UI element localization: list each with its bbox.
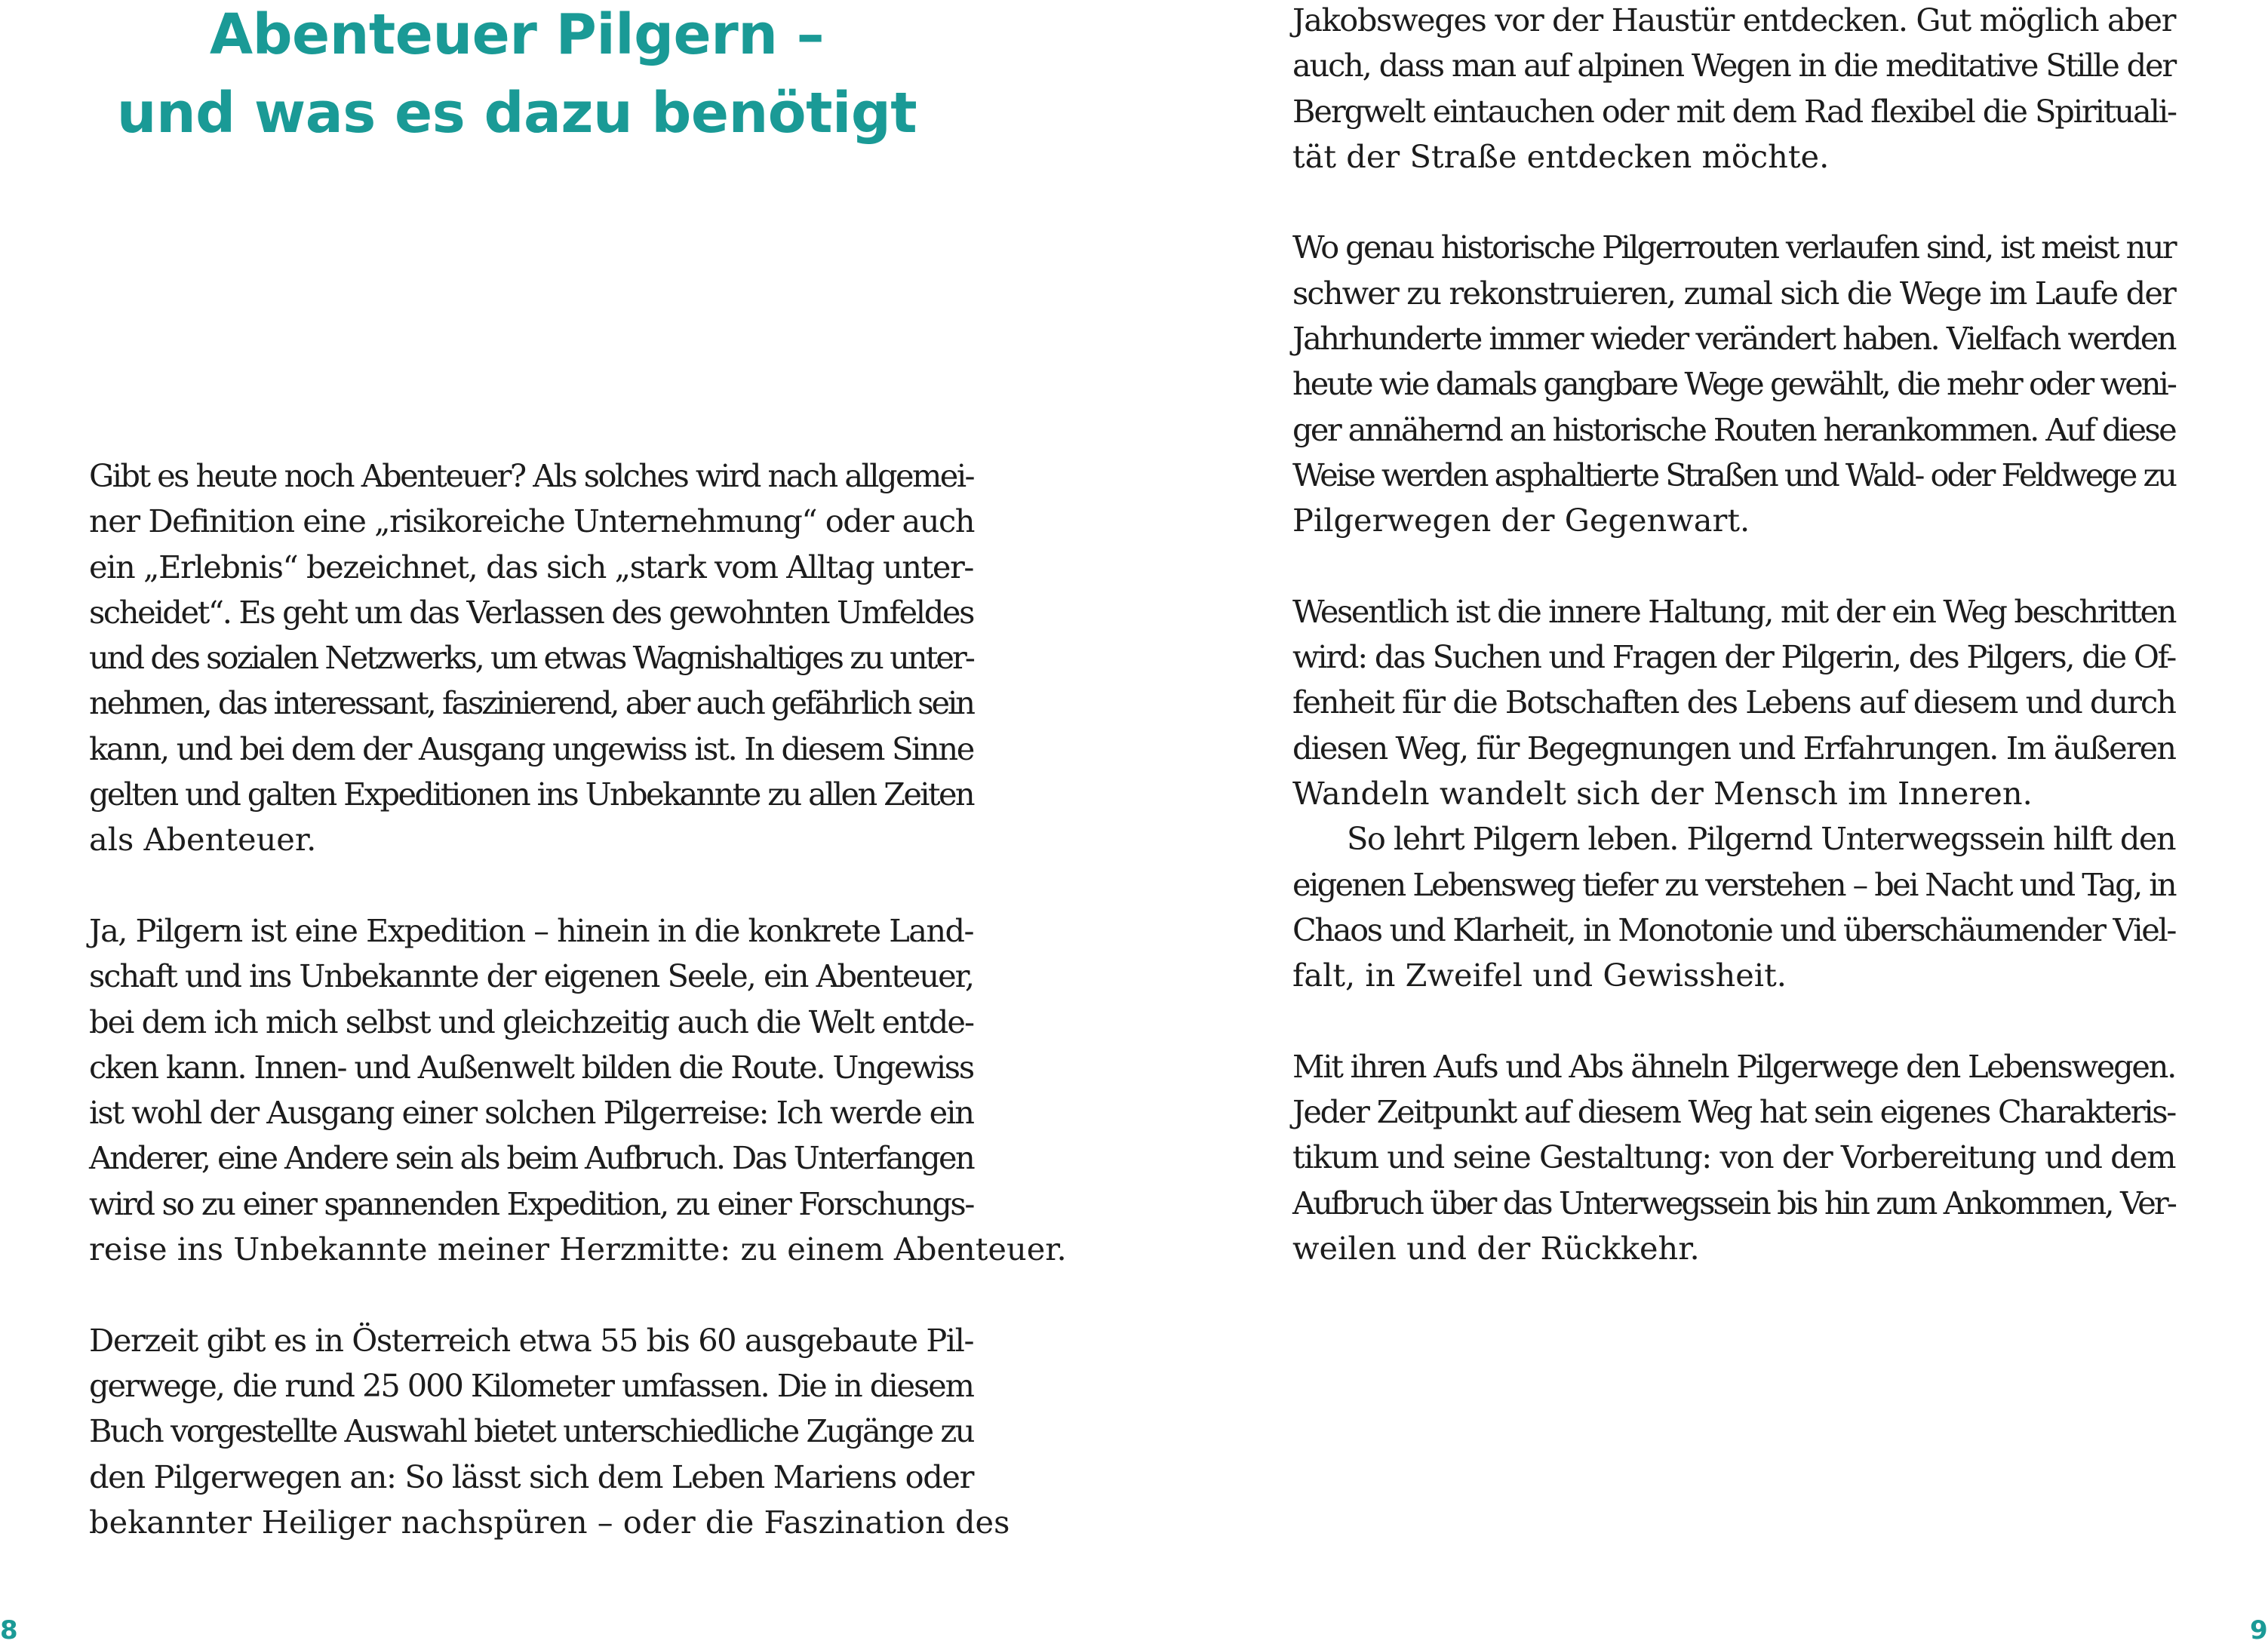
text-line: gerwege, die rund 25 000 Kilometer umfassen. Die in diesem xyxy=(89,1366,973,1404)
text-line: Anderer, eine Andere sein als beim Aufbruch. Das Unterfangen xyxy=(89,1139,974,1177)
text-line: Chaos und Klarheit, in Monotonie und überschäumender Viel- xyxy=(1292,911,2175,948)
paragraph xyxy=(1292,225,2175,543)
text-line: nehmen, das interessant, faszinierend, aber auch gefährlich sein xyxy=(89,684,973,722)
text-line: den Pilgerwegen an: So lässt sich dem Leben Mariens oder xyxy=(89,1458,974,1495)
text-line: fenheit für die Botschaften des Lebens auf diesem und durch xyxy=(1292,684,2175,721)
text-line: Derzeit gibt es in Österreich etwa 55 bis 60 ausgebaute Pil- xyxy=(89,1321,974,1359)
paragraph-spacer xyxy=(1292,999,2175,1044)
paragraph xyxy=(89,1318,1010,1545)
text-line: ner Definition eine „risikoreiche Unternehmung“ oder auch xyxy=(89,502,974,540)
text-line: schaft und ins Unbekannte der eigenen Seele, ein Abenteuer, xyxy=(89,957,974,995)
text-line: Wo genau historische Pilgerrouten verlaufen sind, ist meist nur xyxy=(1292,229,2176,266)
text-line: heute wie damals gangbare Wege gewählt, die mehr oder weni- xyxy=(1292,365,2176,403)
text-line: Gibt es heute noch Abenteuer? Als solches wird nach allgemei- xyxy=(89,457,974,494)
paragraph-spacer xyxy=(89,1272,973,1317)
text-line: cken kann. Innen- und Außenwelt bilden die Route. Ungewiss xyxy=(89,1048,973,1086)
right-text-column xyxy=(1292,0,2175,1271)
text-line: Jeder Zeitpunkt auf diesem Weg hat sein eigenes Charakteris- xyxy=(1292,1093,2175,1131)
text-line: scheidet“. Es geht um das Verlassen des gewohnten Umfeldes xyxy=(89,593,974,631)
text-line: falt, in Zweifel und Gewissheit. xyxy=(1292,957,1787,994)
text-line: gelten und galten Expeditionen ins Unbekannte zu allen Zeiten xyxy=(89,776,973,813)
text-line: Ja, Pilgern ist eine Expedition – hinein in die konkrete Land- xyxy=(89,911,974,949)
paragraph xyxy=(1292,816,2175,998)
text-line: Mit ihren Aufs und Abs ähneln Pilgerwege den Lebenswegen. xyxy=(1292,1047,2175,1085)
paragraph xyxy=(1292,0,2175,180)
text-line: diesen Weg, für Begegnungen und Erfahrungen. Im äußeren xyxy=(1292,729,2175,767)
text-line: Jakobsweges vor der Haustür entdecken. Gut möglich aber xyxy=(1292,2,2176,38)
chapter-title xyxy=(0,0,1034,152)
paragraph-spacer xyxy=(1292,544,2175,589)
paragraph xyxy=(1292,589,2175,816)
text-line: auch, dass man auf alpinen Wegen in die meditative Stille der xyxy=(1292,47,2175,84)
text-line: wird: das Suchen und Fragen der Pilgerin, des Pilgers, die Of- xyxy=(1292,638,2175,676)
text-line: Wandeln wandelt sich der Mensch im Inneren. xyxy=(1292,775,2033,813)
text-line: weilen und der Rückkehr. xyxy=(1292,1230,1700,1267)
text-line: als Abenteuer. xyxy=(89,821,317,859)
text-line: So lehrt Pilgern leben. Pilgernd Unterwegssein hilft den xyxy=(1347,820,2175,858)
title-line: und was es dazu benötigt xyxy=(116,81,917,146)
text-line: tät der Straße entdecken möchte. xyxy=(1292,137,1830,175)
paragraph-spacer xyxy=(1292,180,2175,225)
text-line: Bergwelt eintauchen oder mit dem Rad flexibel die Spirituali- xyxy=(1292,92,2176,130)
text-line: eigenen Lebensweg tiefer zu verstehen – bei Nacht und Tag, in xyxy=(1292,865,2176,903)
text-line: ist wohl der Ausgang einer solchen Pilgerreise: Ich werde ein xyxy=(89,1094,973,1132)
text-line: Pilgerwegen der Gegenwart. xyxy=(1292,502,1750,539)
text-line: ein „Erlebnis“ bezeichnet, das sich „stark vom Alltag unter- xyxy=(89,548,973,585)
paragraph-spacer xyxy=(89,863,973,908)
page-number: 8 xyxy=(0,1615,18,1645)
text-line: Buch vorgestellte Auswahl bietet unterschiedliche Zugänge zu xyxy=(89,1412,973,1450)
page-number: 9 xyxy=(2250,1615,2268,1645)
text-line: tikum und seine Gestaltung: von der Vorbereitung und dem xyxy=(1292,1138,2176,1176)
text-line: Wesentlich ist die innere Haltung, mit der ein Weg beschritten xyxy=(1292,592,2176,630)
text-line: Weise werden asphaltierte Straßen und Wald- oder Feldwege zu xyxy=(1292,456,2175,493)
paragraph xyxy=(89,908,1067,1272)
text-line: und des sozialen Netzwerks, um etwas Wagnishaltiges zu unter- xyxy=(89,639,973,677)
text-line: wird so zu einer spannenden Expedition, zu einer Forschungs- xyxy=(89,1184,973,1222)
text-line: bei dem ich mich selbst und gleichzeitig auch die Welt entde- xyxy=(89,1003,974,1040)
title-line: Abenteuer Pilgern – xyxy=(209,2,825,67)
text-line: bekannter Heiliger nachspüren – oder die Faszination des xyxy=(89,1503,1010,1541)
right-page xyxy=(1132,0,2268,1650)
paragraph xyxy=(1292,1044,2175,1271)
text-line: reise ins Unbekannte meiner Herzmitte: zu einem Abenteuer. xyxy=(89,1231,1067,1268)
text-line: Jahrhunderte immer wieder verändert haben. Vielfach werden xyxy=(1292,320,2175,358)
paragraph xyxy=(89,453,973,863)
left-text-column xyxy=(89,453,1067,1545)
left-page xyxy=(0,0,1132,1650)
text-line: schwer zu rekonstruieren, zumal sich die Wege im Laufe der xyxy=(1292,274,2175,312)
text-line: ger annähernd an historische Routen herankommen. Auf diese xyxy=(1292,410,2175,448)
text-line: Aufbruch über das Unterwegssein bis hin zum Ankommen, Ver- xyxy=(1292,1184,2176,1221)
text-line: kann, und bei dem der Ausgang ungewiss ist. In diesem Sinne xyxy=(89,730,973,767)
